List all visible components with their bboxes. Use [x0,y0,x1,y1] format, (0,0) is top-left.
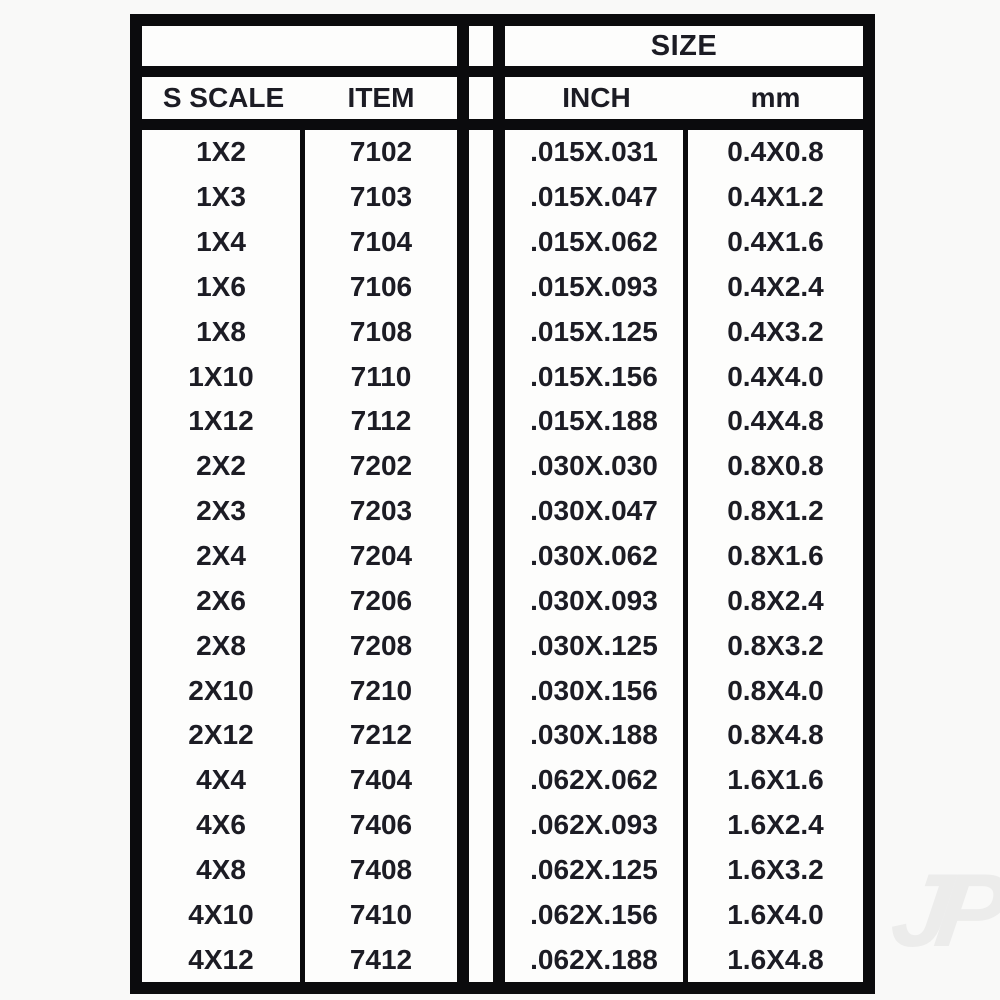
s-scale-cell: 1X6 [196,270,246,302]
s-scale-cell: 2X2 [196,450,246,482]
gutter-left-line [457,130,469,982]
mm-cell: 0.8X1.6 [727,540,824,572]
s-scale-cell: 1X8 [196,315,246,347]
inch-cell: .062X.125 [530,853,658,885]
column-item [305,130,457,982]
header-empty-cell [142,26,457,66]
table-header-row-size [142,26,863,66]
mm-cell: 0.8X2.4 [727,584,824,616]
mm-cell: 0.4X2.4 [727,270,824,302]
column-header-item: ITEM [347,82,415,113]
s-scale-cell: 4X8 [196,853,246,885]
inch-cell: .015X.156 [530,360,658,392]
item-cell: 7412 [349,943,413,975]
s-scale-cell: 4X6 [196,809,246,841]
mm-cell: 1.6X1.6 [727,764,824,796]
s-scale-cell: 2X3 [196,495,246,527]
inch-cell: .015X.047 [530,181,658,213]
item-cell: 7406 [349,809,413,841]
gutter-spacer [469,130,493,982]
mm-cell: 1.6X4.8 [727,943,824,975]
mm-cell: 0.8X4.0 [727,674,824,706]
item-cell: 7103 [349,181,413,213]
item-cell: 7203 [349,495,413,527]
mm-cell: 1.6X3.2 [727,853,824,885]
inch-cell: .062X.093 [530,809,658,841]
column-mm [688,130,863,982]
column-header-s-scale: S SCALE [162,82,285,113]
item-cell: 7404 [349,764,413,796]
item-cell: 7112 [350,405,412,437]
gutter-spacer [469,77,493,119]
item-cell: 7208 [349,629,413,661]
s-scale-cell: 4X12 [188,943,254,975]
inch-cell: .015X.125 [530,315,658,347]
s-scale-cell: 4X4 [196,764,246,796]
table-body [142,130,863,982]
size-specification-table [130,14,875,994]
inch-cell: .062X.188 [530,943,658,975]
s-scale-cell: 1X2 [196,136,246,168]
s-scale-cell: 4X10 [188,898,254,930]
s-scale-cell: 2X4 [196,540,246,572]
inch-cell: .030X.156 [530,674,658,706]
mm-cell: 0.8X3.2 [727,629,824,661]
item-cell: 7212 [349,719,413,751]
s-scale-cell: 1X4 [196,226,246,258]
table-gutter [457,77,505,119]
s-scale-cell: 1X3 [196,181,246,213]
item-cell: 7204 [349,540,413,572]
gutter-left-line [457,77,469,119]
s-scale-cell: 2X12 [188,719,254,751]
inch-cell: .015X.188 [530,405,658,437]
item-cell: 7110 [350,360,412,392]
table-header-row-columns [142,77,863,119]
inch-cell: .030X.125 [530,629,658,661]
inch-cell: .015X.062 [530,226,658,258]
inch-cell: .030X.188 [530,719,658,751]
inch-cell: .062X.062 [530,764,658,796]
mm-cell: 0.4X4.0 [727,360,824,392]
gutter-right-line [493,77,505,119]
column-inch [505,130,683,982]
size-header: SIZE [650,29,718,62]
gutter-spacer [469,26,493,66]
item-cell: 7108 [349,315,413,347]
inch-cell: .015X.093 [530,270,658,302]
header-divider-line [142,66,863,77]
column-header-mm: mm [750,82,801,113]
item-cell: 7206 [349,584,413,616]
mm-cell: 1.6X2.4 [727,809,824,841]
column-s-scale [142,130,300,982]
s-scale-cell: 2X6 [196,584,246,616]
s-scale-cell: 1X10 [188,360,254,392]
mm-cell: 0.4X4.8 [727,405,824,437]
gutter-right-line [493,26,505,66]
s-scale-cell: 1X12 [188,405,254,437]
item-cell: 7106 [349,270,413,302]
mm-cell: 0.8X0.8 [727,450,824,482]
inch-cell: .030X.093 [530,584,658,616]
inch-cell: .062X.156 [530,898,658,930]
gutter-left-line [457,26,469,66]
jp-watermark-logo: JP [884,853,1000,969]
item-cell: 7210 [349,674,413,706]
mm-cell: 0.8X1.2 [727,495,824,527]
header-divider-line [142,119,863,130]
s-scale-cell: 2X8 [196,629,246,661]
inch-cell: .030X.030 [530,450,658,482]
mm-cell: 0.4X0.8 [727,136,824,168]
inch-cell: .030X.062 [530,540,658,572]
mm-cell: 0.8X4.8 [727,719,824,751]
gutter-right-line [493,130,505,982]
column-header-inch: INCH [562,82,631,113]
item-cell: 7104 [349,226,413,258]
item-cell: 7410 [349,898,413,930]
item-cell: 7408 [349,853,413,885]
inch-cell: .030X.047 [530,495,658,527]
mm-cell: 0.4X3.2 [727,315,824,347]
mm-cell: 1.6X4.0 [727,898,824,930]
table-gutter [457,130,505,982]
item-cell: 7102 [349,136,413,168]
inch-cell: .015X.031 [530,136,658,168]
mm-cell: 0.4X1.2 [727,181,824,213]
table-gutter [457,26,505,66]
s-scale-cell: 2X10 [188,674,254,706]
mm-cell: 0.4X1.6 [727,226,824,258]
item-cell: 7202 [349,450,413,482]
